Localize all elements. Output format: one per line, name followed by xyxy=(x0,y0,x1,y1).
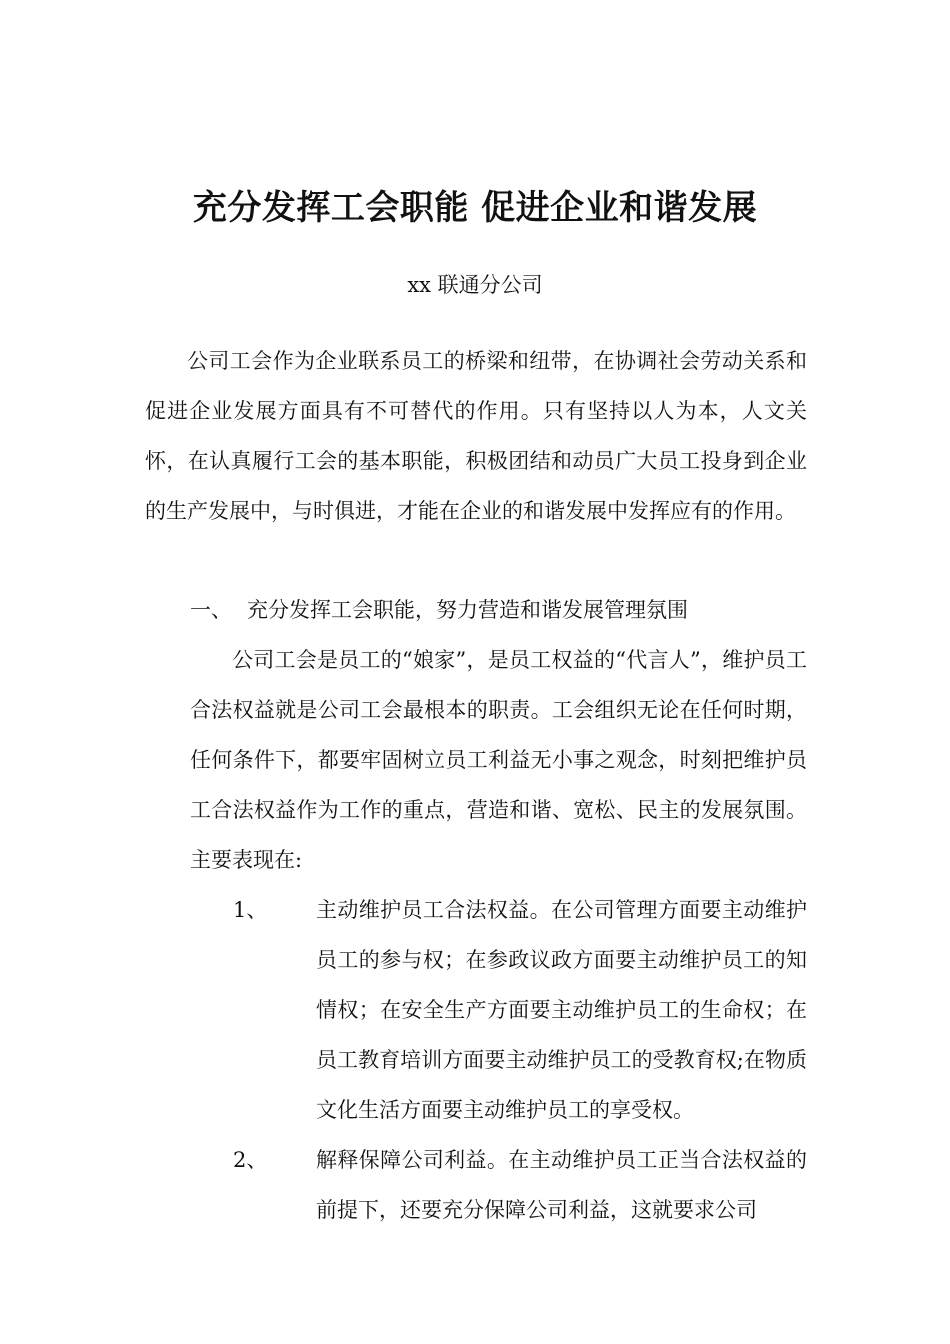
document-title: 充分发挥工会职能 促进企业和谐发展 xyxy=(192,188,758,228)
section-heading-text: 充分发挥工会职能，努力营造和谐发展管理氛围 xyxy=(247,598,688,622)
document-subtitle: xx 联通分公司 xyxy=(407,273,543,297)
intro-paragraph: 公司工会作为企业联系员工的桥梁和纽带，在协调社会劳动关系和促进企业发展方面具有不可替代的作用。只有坚持以人为本，人文关怀，在认真履行工会的基本职能，积极团结和动员广大员工投身到企业的生产发展中，与时俱进，才能在企业的和谐发展中发挥应有的作用。 xyxy=(145,349,807,523)
section-heading xyxy=(190,585,688,635)
list-item-text: 主动维护员工合法权益。在公司管理方面要主动维护员工的参与权；在参政议政方面要主动维护员工的知情权；在安全生产方面要主动维护员工的生命权；在员工教育培训方面要主动维护员工的受教育权;在物质文化生活方面要主动维护员工的享受权。 xyxy=(316,898,807,1122)
section-number: 一、 xyxy=(190,598,232,622)
list-item-text: 解释保障公司利益。在主动维护员工正当合法权益的前提下，还要充分保障公司利益，这就要求公司 xyxy=(316,1148,807,1222)
list-item-number: 1、 xyxy=(233,898,268,922)
section-paragraph: 公司工会是员工的“娘家”，是员工权益的“代言人”，维护员工合法权益就是公司工会最根本的职责。工会组织无论在任何时期，任何条件下，都要牢固树立员工利益无小事之观念，时刻把维护员工合法权益作为工作的重点，营造和谐、宽松、民主的发展氛围。主要表现在: xyxy=(190,648,807,872)
list-item-number: 2、 xyxy=(233,1148,268,1172)
